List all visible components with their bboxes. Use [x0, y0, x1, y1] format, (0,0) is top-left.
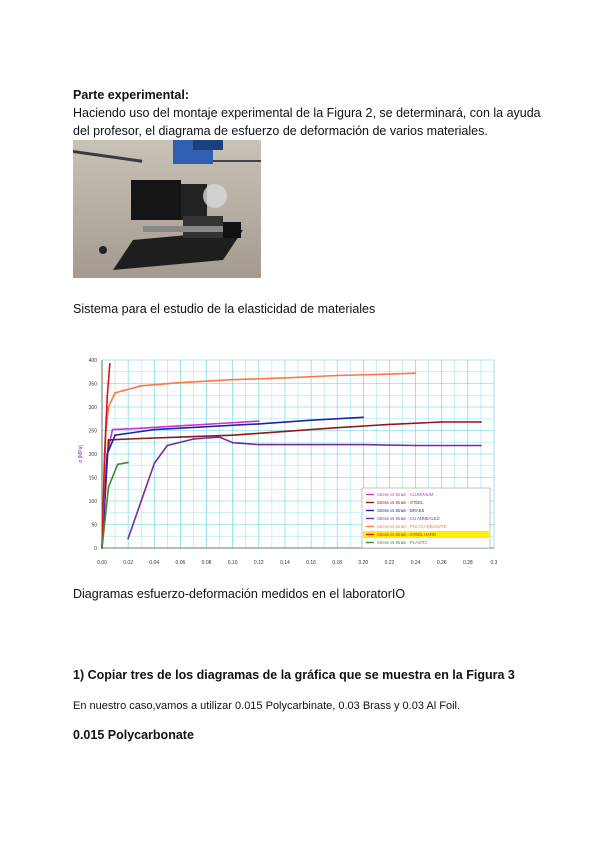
- data-point: [109, 363, 111, 365]
- data-point: [206, 426, 208, 428]
- data-point: [258, 444, 260, 446]
- data-point: [480, 421, 482, 423]
- data-point: [232, 434, 234, 436]
- data-point: [284, 431, 286, 433]
- y-tick-label: 200: [88, 452, 97, 458]
- x-tick-label: 0.04: [149, 560, 160, 566]
- x-tick-label: 0.22: [384, 560, 395, 566]
- data-point: [219, 423, 221, 425]
- y-tick-label: 150: [88, 475, 97, 482]
- legend-entry: Stress vs Strain - BRASS: [377, 508, 425, 513]
- data-point: [232, 379, 234, 381]
- x-tick-label: 0.02: [123, 560, 134, 566]
- legend-entry: Stress vs Strain - PLASTIC: [377, 540, 428, 545]
- x-tick-label: 0.24: [410, 560, 421, 566]
- y-axis-label: σ [MPa]: [78, 445, 84, 463]
- data-point: [258, 420, 260, 422]
- data-point: [284, 377, 286, 379]
- legend-entry: Stress vs Strain - CU ANNEALED: [377, 516, 440, 521]
- legend-entry: Stress vs Strain - STEEL HARD: [377, 532, 437, 537]
- x-tick-label: 0.06: [175, 560, 186, 566]
- x-tick-label: 0.18: [332, 560, 343, 566]
- legend-entry: Stress vs Strain - STEEL: [377, 500, 424, 505]
- x-tick-label: 0.3: [490, 560, 498, 566]
- data-point: [362, 416, 364, 418]
- data-point: [140, 385, 142, 387]
- data-point: [441, 421, 443, 423]
- y-tick-label: 300: [88, 405, 97, 411]
- stress-strain-chart: [70, 346, 500, 574]
- x-tick-label: 0.00: [97, 560, 107, 566]
- legend-entry: Stress vs Strain - POLYCARBONATE: [377, 524, 447, 529]
- y-tick-label: 100: [88, 499, 97, 505]
- data-point: [140, 500, 142, 502]
- data-point: [166, 445, 168, 447]
- data-point: [310, 444, 312, 446]
- x-tick-label: 0.26: [436, 560, 447, 566]
- y-tick-label: 400: [88, 358, 97, 364]
- data-point: [153, 463, 155, 465]
- apparatus-photo: [73, 140, 261, 278]
- data-point: [108, 439, 110, 441]
- question-title: 1) Copiar tres de los diagramas de la gráfica que se muestra en la Figura 3: [73, 668, 515, 682]
- data-point: [258, 423, 260, 425]
- data-point: [310, 419, 312, 421]
- intro-paragraph: Haciendo uso del montaje experimental de la Figura 2, se determinará, con la ayuda del profesor, el diagrama de esfuerzo de deformación de varios materiales.: [73, 106, 541, 138]
- data-point: [415, 445, 417, 447]
- data-point: [362, 444, 364, 446]
- data-point: [480, 445, 482, 447]
- data-point: [232, 442, 234, 444]
- data-point: [415, 372, 417, 374]
- data-point: [112, 429, 114, 431]
- data-point: [153, 429, 155, 431]
- data-point: [114, 434, 116, 436]
- data-point: [193, 438, 195, 440]
- y-tick-label: 350: [88, 381, 97, 388]
- data-point: [104, 453, 106, 455]
- data-point: [336, 427, 338, 429]
- data-point: [180, 382, 182, 384]
- data-point: [106, 397, 108, 399]
- x-tick-label: 0.10: [227, 560, 238, 566]
- data-point: [389, 423, 391, 425]
- x-tick-label: 0.16: [306, 560, 316, 566]
- data-point: [219, 436, 221, 438]
- chart-svg: [70, 346, 500, 574]
- data-point: [114, 392, 116, 394]
- x-tick-label: 0.12: [253, 560, 264, 566]
- y-tick-label: 0: [94, 546, 97, 552]
- y-tick-label: 250: [88, 428, 97, 435]
- data-point: [108, 406, 110, 408]
- x-tick-label: 0.14: [280, 560, 290, 566]
- y-tick-label: 50: [91, 522, 97, 529]
- apparatus-photo-svg: [73, 140, 261, 278]
- section-heading: Parte experimental:: [73, 88, 190, 102]
- data-point: [127, 538, 129, 540]
- figure1-caption: Sistema para el estudio de la elasticidad de materiales: [73, 302, 376, 316]
- data-point: [140, 427, 142, 429]
- data-point: [117, 463, 119, 465]
- x-tick-label: 0.20: [358, 560, 369, 566]
- data-point: [106, 453, 108, 455]
- data-point: [180, 436, 182, 438]
- data-point: [108, 486, 110, 488]
- data-point: [389, 373, 391, 375]
- data-point: [336, 375, 338, 377]
- data-point: [127, 462, 129, 464]
- x-tick-label: 0.08: [201, 560, 212, 566]
- figure2-caption: Diagramas esfuerzo-deformación medidos en el laboratorIO: [73, 587, 406, 601]
- data-point: [127, 438, 129, 440]
- legend-entry: Stress vs Strain - ALUMINIUM: [377, 492, 434, 497]
- subheading: 0.015 Polycarbonate: [73, 728, 194, 742]
- x-tick-label: 0.28: [462, 560, 473, 566]
- answer-text: En nuestro caso,vamos a utilizar 0.015 Polycarbinate, 0.03 Brass y 0.03 Al Foil.: [73, 700, 461, 712]
- data-point: [101, 547, 103, 549]
- data-point: [180, 425, 182, 427]
